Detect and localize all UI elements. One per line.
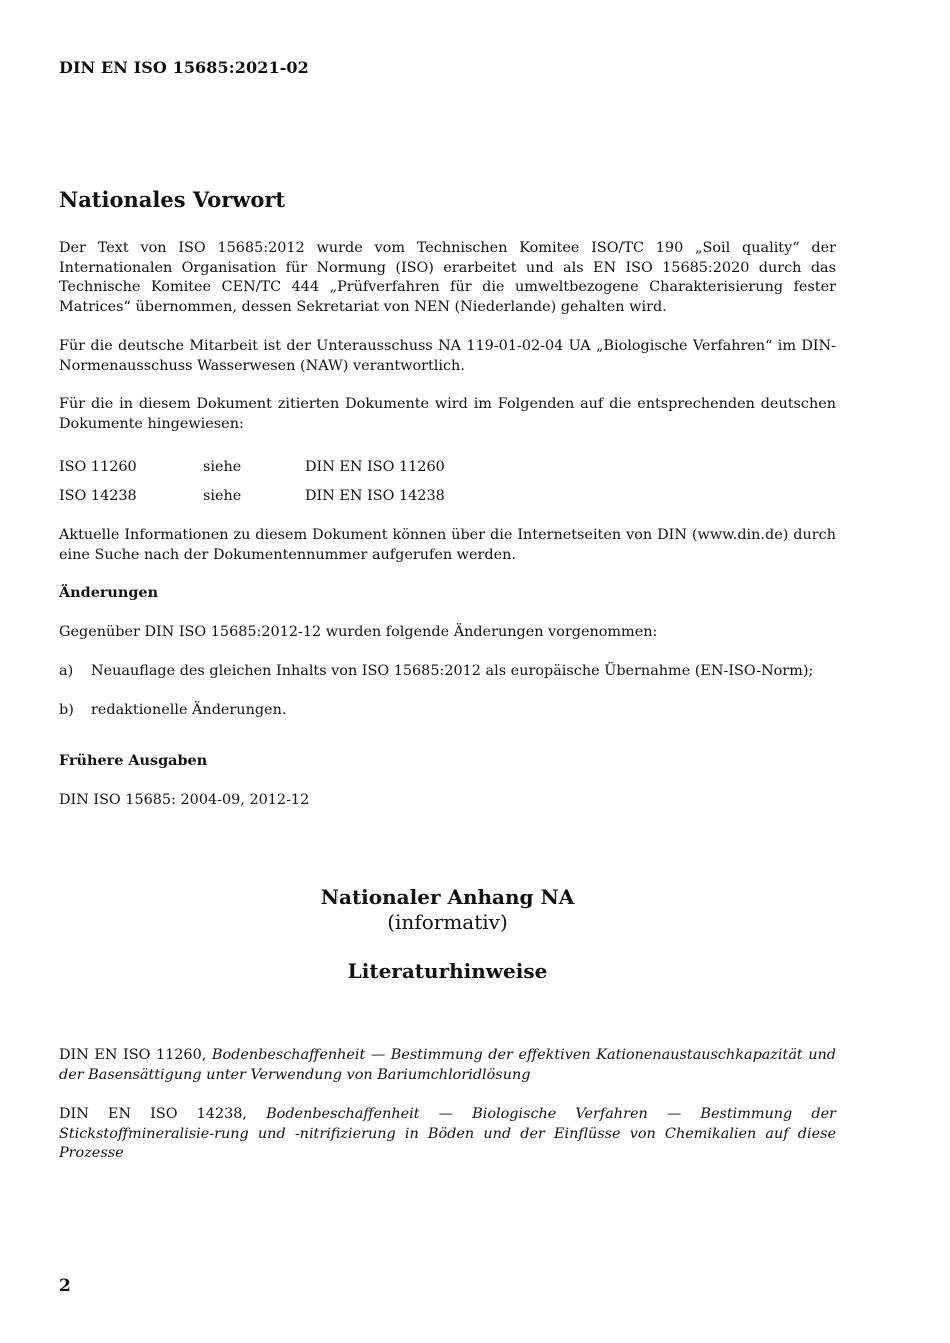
previous-editions-title: Frühere Ausgaben	[59, 752, 208, 769]
bibliography-title-text: Bodenbeschaffenheit — Bestimmung der effektiven Kationenaustauschkapazität und der Basensättigung unter Verwendung von Bariumchloridlösung	[59, 1047, 836, 1083]
bibliography-ref: DIN EN ISO 11260,	[59, 1047, 212, 1063]
reference-din: DIN EN ISO 11260	[305, 459, 445, 475]
list-item	[59, 701, 836, 721]
foreword-paragraph-2: Für die deutsche Mitarbeit ist der Unterausschuss NA 119-01-02-04 UA „Biologische Verfahren“ im DIN-Normenausschuss Wasserwesen (NAW) verantwortlich.	[59, 338, 836, 374]
list-marker: b)	[59, 702, 74, 718]
reference-see: siehe	[203, 459, 242, 475]
annex-title: Nationaler Anhang NA	[320, 885, 575, 909]
list-text: redaktionelle Änderungen.	[91, 702, 287, 718]
reference-din: DIN EN ISO 14238	[305, 488, 445, 504]
reference-see: siehe	[203, 488, 242, 504]
foreword-paragraph-1: Der Text von ISO 15685:2012 wurde vom Technischen Komitee ISO/TC 190 „Soil quality“ der Internationalen Organisation für Normung (ISO) erarbeitet und als EN ISO 15685:2020 durch das Technische Komitee CEN/TC 444 „Prüfverfahren für die umweltbezogene Charakterisierung fester Matrices“ übernommen, dessen Sekretariat von NEN (Niederlande) gehalten wird.	[59, 240, 836, 315]
changes-title: Änderungen	[59, 584, 159, 601]
changes-intro: Gegenüber DIN ISO 15685:2012-12 wurden folgende Änderungen vorgenommen:	[59, 624, 658, 640]
list-marker: a)	[59, 663, 74, 679]
page-number: 2	[59, 1276, 71, 1296]
bibliography-entry	[59, 1105, 836, 1164]
foreword-paragraph-3: Für die in diesem Dokument zitierten Dokumente wird im Folgenden auf die entsprechenden deutschen Dokumente hingewiesen:	[59, 396, 836, 432]
reference-iso: ISO 14238	[59, 488, 137, 504]
list-text: Neuauflage des gleichen Inhalts von ISO 15685:2012 als europäische Übernahme (EN-ISO-Norm);	[91, 663, 814, 679]
bibliography-title: Literaturhinweise	[347, 959, 548, 983]
reference-row	[59, 487, 836, 507]
annex-subtitle: (informativ)	[387, 910, 508, 934]
document-header: DIN EN ISO 15685:2021-02	[59, 58, 309, 77]
bibliography-title-text: Bodenbeschaffenheit — Biologische Verfahren — Bestimmung der Stickstoffmineralisie-rung und -nitrifizierung in Böden und der Einflüsse von Chemikalien auf diese Prozesse	[59, 1106, 836, 1162]
reference-row	[59, 458, 836, 478]
list-item	[59, 662, 836, 682]
bibliography-entry	[59, 1046, 836, 1085]
previous-editions-text: DIN ISO 15685: 2004-09, 2012-12	[59, 792, 310, 808]
foreword-paragraph-4: Aktuelle Informationen zu diesem Dokument können über die Internetseiten von DIN (www.din.de) durch eine Suche nach der Dokumentennummer aufgerufen werden.	[59, 527, 836, 563]
bibliography-ref: DIN EN ISO 14238,	[59, 1106, 267, 1122]
reference-iso: ISO 11260	[59, 459, 137, 475]
foreword-title: Nationales Vorwort	[59, 187, 286, 212]
